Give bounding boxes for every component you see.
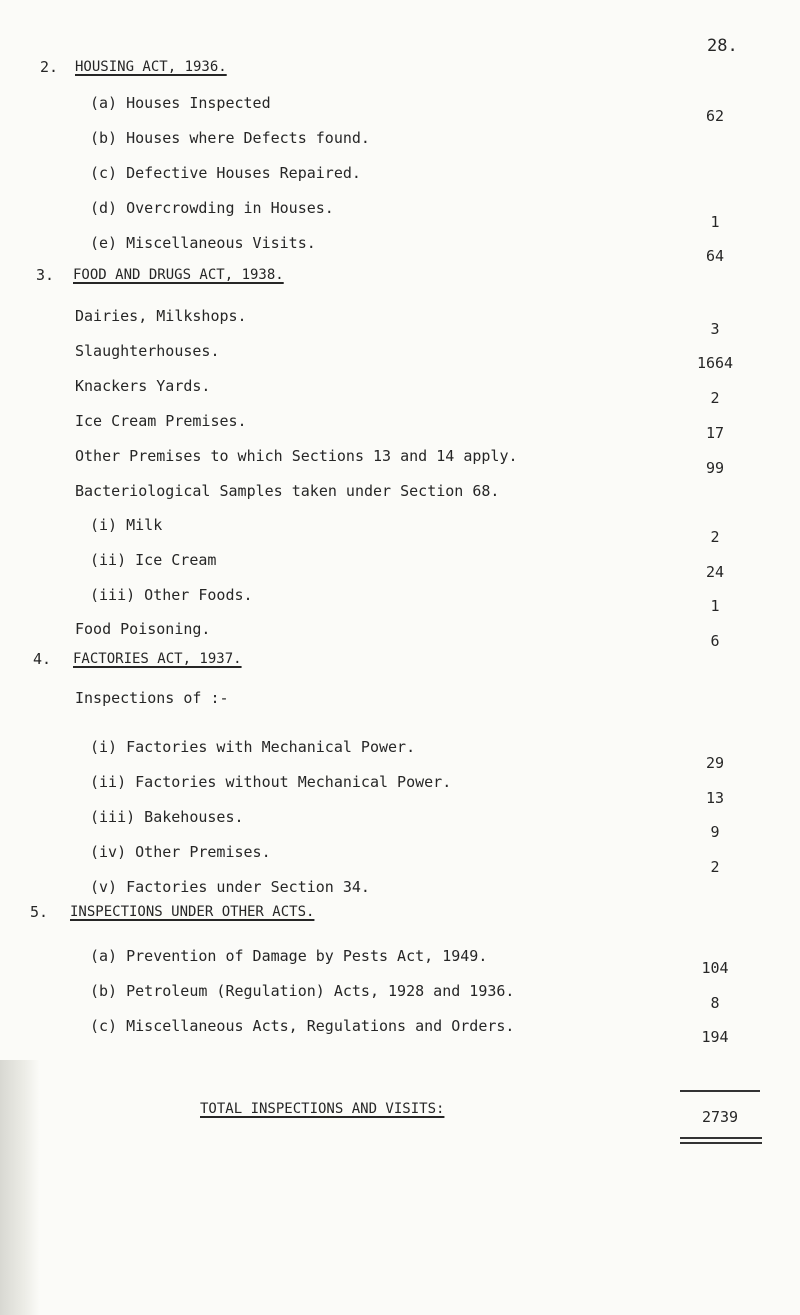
item-value: 2 <box>710 858 720 876</box>
item-label: Bacteriological Samples taken under Section 68. <box>75 482 500 500</box>
item-label: (iii) Other Foods. <box>90 586 253 604</box>
item-label: Ice Cream Premises. <box>75 412 247 430</box>
item-label: Slaughterhouses. <box>75 342 220 360</box>
item-label: (ii) Factories without Mechanical Power. <box>90 773 452 791</box>
section-heading: INSPECTIONS UNDER OTHER ACTS. <box>70 904 315 920</box>
item-label: (ii) Ice Cream <box>90 551 217 569</box>
section-number: 2. <box>40 58 59 76</box>
total-value: 2739 <box>701 1108 739 1126</box>
item-label: (e) Miscellaneous Visits. <box>90 234 316 252</box>
item-value: 104 <box>701 959 729 977</box>
item-label: (i) Factories with Mechanical Power. <box>90 738 416 756</box>
item-label: (i) Milk <box>90 516 163 534</box>
total-double-rule-1 <box>680 1137 762 1139</box>
item-label: (c) Defective Houses Repaired. <box>90 164 361 182</box>
page-number: 28. <box>707 36 738 56</box>
item-label: (a) Prevention of Damage by Pests Act, 1949. <box>90 947 488 965</box>
section-heading: FOOD AND DRUGS ACT, 1938. <box>73 267 284 283</box>
page-edge-shadow <box>0 1060 40 1315</box>
item-label: Food Poisoning. <box>75 620 211 638</box>
item-label: (d) Overcrowding in Houses. <box>90 199 334 217</box>
item-label: Knackers Yards. <box>75 377 211 395</box>
item-label: (iv) Other Premises. <box>90 843 271 861</box>
item-value: 2 <box>710 389 720 407</box>
item-label: (a) Houses Inspected <box>90 94 271 112</box>
item-value: 8 <box>710 994 720 1012</box>
item-value: 29 <box>705 754 725 772</box>
item-value: 62 <box>705 107 725 125</box>
item-value: 2 <box>710 528 720 546</box>
item-value: 24 <box>705 563 725 581</box>
item-value: 194 <box>701 1028 729 1046</box>
total-double-rule-2 <box>680 1142 762 1144</box>
total-rule-top <box>680 1090 760 1092</box>
section-heading: FACTORIES ACT, 1937. <box>73 651 242 667</box>
item-label: (b) Houses where Defects found. <box>90 129 370 147</box>
item-label: (b) Petroleum (Regulation) Acts, 1928 and 1936. <box>90 982 515 1000</box>
item-value: 1664 <box>696 354 734 372</box>
item-value: 6 <box>710 632 720 650</box>
item-value: 13 <box>705 789 725 807</box>
item-label: Dairies, Milkshops. <box>75 307 247 325</box>
item-label: (iii) Bakehouses. <box>90 808 244 826</box>
item-label: (c) Miscellaneous Acts, Regulations and Orders. <box>90 1017 515 1035</box>
item-label: Other Premises to which Sections 13 and 14 apply. <box>75 447 518 465</box>
total-label: TOTAL INSPECTIONS AND VISITS: <box>200 1101 445 1117</box>
item-value: 3 <box>710 320 720 338</box>
item-label: (v) Factories under Section 34. <box>90 878 370 896</box>
item-value: 17 <box>705 424 725 442</box>
item-value: 1 <box>710 213 720 231</box>
section-number: 5. <box>30 903 49 921</box>
item-value: 9 <box>710 823 720 841</box>
section-number: 3. <box>36 266 55 284</box>
section-intro: Inspections of :- <box>75 689 229 707</box>
item-value: 64 <box>705 247 725 265</box>
section-number: 4. <box>33 650 52 668</box>
section-heading: HOUSING ACT, 1936. <box>75 59 227 75</box>
item-value: 99 <box>705 459 725 477</box>
item-value: 1 <box>710 597 720 615</box>
